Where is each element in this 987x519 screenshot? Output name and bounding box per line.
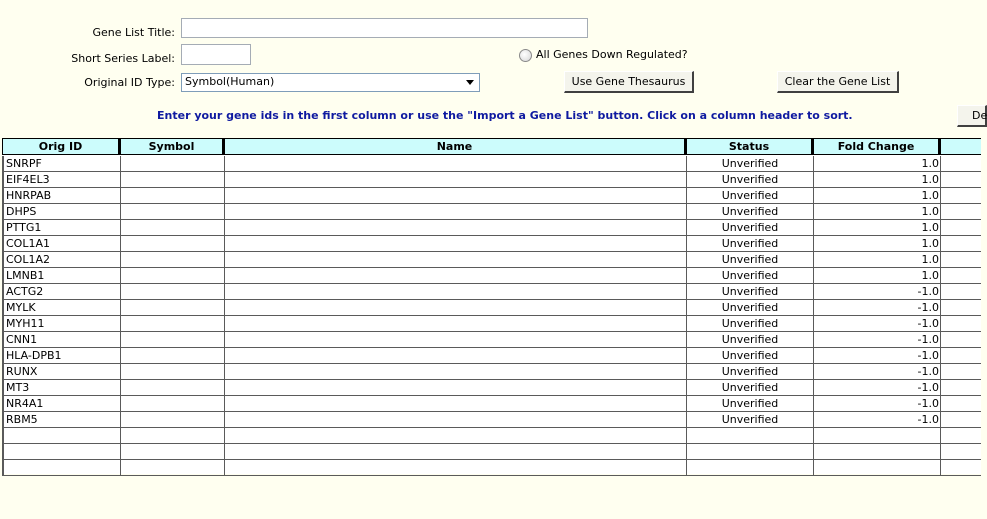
- short-series-label: Short Series Label:: [71, 52, 175, 65]
- table-row[interactable]: [2, 316, 981, 332]
- chevron-down-icon: [466, 80, 474, 85]
- table-row[interactable]: [2, 156, 981, 172]
- gene-table: [2, 138, 981, 474]
- clear-gene-list-button[interactable]: Clear the Gene List: [777, 71, 899, 93]
- table-row[interactable]: [2, 428, 981, 444]
- symbol-cell[interactable]: [120, 316, 224, 332]
- fold-change-cell[interactable]: -1.0: [813, 284, 940, 300]
- down-regulated-radio[interactable]: [519, 49, 532, 62]
- status-cell[interactable]: Unverified: [686, 332, 813, 348]
- table-row[interactable]: [2, 236, 981, 252]
- status-cell[interactable]: Unverified: [686, 220, 813, 236]
- symbol-cell[interactable]: [120, 412, 224, 428]
- column-header-orig-id[interactable]: Orig ID: [2, 138, 120, 155]
- symbol-cell[interactable]: [120, 172, 224, 188]
- extra-cell[interactable]: [940, 460, 981, 476]
- symbol-cell[interactable]: [120, 220, 224, 236]
- table-row[interactable]: [2, 380, 981, 396]
- symbol-cell[interactable]: [120, 380, 224, 396]
- name-cell[interactable]: [224, 204, 686, 220]
- name-cell[interactable]: [224, 380, 686, 396]
- extra-cell[interactable]: [940, 332, 981, 348]
- extra-cell[interactable]: [940, 444, 981, 460]
- status-cell[interactable]: Unverified: [686, 316, 813, 332]
- orig-id-cell[interactable]: NR4A1: [2, 396, 120, 412]
- status-cell[interactable]: Unverified: [686, 348, 813, 364]
- extra-cell[interactable]: [940, 188, 981, 204]
- extra-cell[interactable]: [940, 428, 981, 444]
- original-id-type-label: Original ID Type:: [84, 76, 175, 89]
- extra-cell[interactable]: [940, 252, 981, 268]
- column-header-symbol[interactable]: Symbol: [120, 138, 224, 155]
- name-cell[interactable]: [224, 364, 686, 380]
- orig-id-cell[interactable]: HLA-DPB1: [2, 348, 120, 364]
- fold-change-cell[interactable]: 1.0: [813, 188, 940, 204]
- status-cell[interactable]: [686, 428, 813, 444]
- table-row[interactable]: [2, 300, 981, 316]
- extra-cell[interactable]: [940, 172, 981, 188]
- extra-cell[interactable]: [940, 396, 981, 412]
- fold-change-cell[interactable]: -1.0: [813, 396, 940, 412]
- fold-change-cell[interactable]: -1.0: [813, 316, 940, 332]
- extra-cell[interactable]: [940, 268, 981, 284]
- name-cell[interactable]: [224, 348, 686, 364]
- name-cell[interactable]: [224, 252, 686, 268]
- fold-change-cell[interactable]: -1.0: [813, 364, 940, 380]
- orig-id-cell[interactable]: ACTG2: [2, 284, 120, 300]
- down-regulated-label: All Genes Down Regulated?: [536, 48, 688, 61]
- status-cell[interactable]: Unverified: [686, 236, 813, 252]
- name-cell[interactable]: [224, 188, 686, 204]
- column-header-extra[interactable]: [940, 138, 981, 155]
- orig-id-cell[interactable]: RBM5: [2, 412, 120, 428]
- symbol-cell[interactable]: [120, 396, 224, 412]
- status-cell[interactable]: Unverified: [686, 412, 813, 428]
- orig-id-cell[interactable]: DHPS: [2, 204, 120, 220]
- column-header-status[interactable]: Status: [686, 138, 813, 155]
- gene-list-title-input[interactable]: [181, 18, 588, 38]
- status-cell[interactable]: Unverified: [686, 268, 813, 284]
- fold-change-cell[interactable]: -1.0: [813, 380, 940, 396]
- fold-change-cell[interactable]: -1.0: [813, 332, 940, 348]
- status-cell[interactable]: Unverified: [686, 156, 813, 172]
- status-cell[interactable]: Unverified: [686, 204, 813, 220]
- short-series-input[interactable]: [181, 44, 251, 65]
- gene-list-title-label: Gene List Title:: [92, 26, 175, 39]
- orig-id-cell[interactable]: COL1A2: [2, 252, 120, 268]
- table-row[interactable]: [2, 444, 981, 460]
- name-cell[interactable]: [224, 460, 686, 476]
- extra-cell[interactable]: [940, 380, 981, 396]
- symbol-cell[interactable]: [120, 444, 224, 460]
- name-cell[interactable]: [224, 316, 686, 332]
- extra-cell[interactable]: [940, 204, 981, 220]
- original-id-type-value: Symbol(Human): [185, 75, 275, 88]
- original-id-type-select[interactable]: [181, 73, 480, 92]
- extra-cell[interactable]: [940, 284, 981, 300]
- extra-cell[interactable]: [940, 316, 981, 332]
- orig-id-cell[interactable]: LMNB1: [2, 268, 120, 284]
- orig-id-cell[interactable]: SNRPF: [2, 156, 120, 172]
- status-cell[interactable]: [686, 460, 813, 476]
- orig-id-cell[interactable]: MT3: [2, 380, 120, 396]
- table-row[interactable]: [2, 204, 981, 220]
- name-cell[interactable]: [224, 428, 686, 444]
- fold-change-cell[interactable]: 1.0: [813, 172, 940, 188]
- status-cell[interactable]: Unverified: [686, 380, 813, 396]
- status-cell[interactable]: Unverified: [686, 188, 813, 204]
- fold-change-cell[interactable]: [813, 460, 940, 476]
- fold-change-cell[interactable]: 1.0: [813, 252, 940, 268]
- table-row[interactable]: [2, 188, 981, 204]
- fold-change-cell[interactable]: -1.0: [813, 300, 940, 316]
- symbol-cell[interactable]: [120, 460, 224, 476]
- symbol-cell[interactable]: [120, 188, 224, 204]
- fold-change-cell[interactable]: 1.0: [813, 204, 940, 220]
- status-cell[interactable]: [686, 444, 813, 460]
- column-header-name[interactable]: Name: [224, 138, 686, 155]
- symbol-cell[interactable]: [120, 236, 224, 252]
- delete-button[interactable]: De: [957, 105, 987, 127]
- fold-change-cell[interactable]: 1.0: [813, 156, 940, 172]
- name-cell[interactable]: [224, 444, 686, 460]
- fold-change-cell[interactable]: 1.0: [813, 236, 940, 252]
- table-row[interactable]: [2, 284, 981, 300]
- symbol-cell[interactable]: [120, 204, 224, 220]
- table-row[interactable]: [2, 332, 981, 348]
- status-cell[interactable]: Unverified: [686, 300, 813, 316]
- orig-id-cell[interactable]: [2, 444, 120, 460]
- table-row[interactable]: [2, 396, 981, 412]
- symbol-cell[interactable]: [120, 300, 224, 316]
- fold-change-cell[interactable]: [813, 444, 940, 460]
- symbol-cell[interactable]: [120, 268, 224, 284]
- fold-change-cell[interactable]: 1.0: [813, 220, 940, 236]
- symbol-cell[interactable]: [120, 156, 224, 172]
- name-cell[interactable]: [224, 300, 686, 316]
- status-cell[interactable]: Unverified: [686, 284, 813, 300]
- orig-id-cell[interactable]: CNN1: [2, 332, 120, 348]
- status-cell[interactable]: Unverified: [686, 172, 813, 188]
- table-row[interactable]: [2, 220, 981, 236]
- table-row[interactable]: [2, 348, 981, 364]
- fold-change-cell[interactable]: -1.0: [813, 348, 940, 364]
- symbol-cell[interactable]: [120, 252, 224, 268]
- symbol-cell[interactable]: [120, 348, 224, 364]
- column-header-fold-change[interactable]: Fold Change: [813, 138, 940, 155]
- instructions-text: Enter your gene ids in the first column or use the "Import a Gene List" button. Click on a column header to sort.: [157, 109, 853, 122]
- orig-id-cell[interactable]: MYH11: [2, 316, 120, 332]
- orig-id-cell[interactable]: RUNX: [2, 364, 120, 380]
- extra-cell[interactable]: [940, 156, 981, 172]
- table-row[interactable]: [2, 364, 981, 380]
- name-cell[interactable]: [224, 220, 686, 236]
- name-cell[interactable]: [224, 332, 686, 348]
- symbol-cell[interactable]: [120, 284, 224, 300]
- status-cell[interactable]: Unverified: [686, 396, 813, 412]
- symbol-cell[interactable]: [120, 428, 224, 444]
- table-row[interactable]: [2, 268, 981, 284]
- orig-id-cell[interactable]: MYLK: [2, 300, 120, 316]
- symbol-cell[interactable]: [120, 364, 224, 380]
- use-gene-thesaurus-button[interactable]: Use Gene Thesaurus: [564, 71, 694, 93]
- fold-change-cell[interactable]: [813, 428, 940, 444]
- name-cell[interactable]: [224, 172, 686, 188]
- name-cell[interactable]: [224, 268, 686, 284]
- extra-cell[interactable]: [940, 300, 981, 316]
- table-row[interactable]: [2, 172, 981, 188]
- orig-id-cell[interactable]: EIF4EL3: [2, 172, 120, 188]
- fold-change-cell[interactable]: -1.0: [813, 412, 940, 428]
- orig-id-cell[interactable]: HNRPAB: [2, 188, 120, 204]
- fold-change-cell[interactable]: 1.0: [813, 268, 940, 284]
- table-row[interactable]: [2, 460, 981, 476]
- table-row[interactable]: [2, 412, 981, 428]
- orig-id-cell[interactable]: PTTG1: [2, 220, 120, 236]
- extra-cell[interactable]: [940, 236, 981, 252]
- orig-id-cell[interactable]: COL1A1: [2, 236, 120, 252]
- status-cell[interactable]: Unverified: [686, 364, 813, 380]
- orig-id-cell[interactable]: [2, 428, 120, 444]
- name-cell[interactable]: [224, 396, 686, 412]
- orig-id-cell[interactable]: [2, 460, 120, 476]
- extra-cell[interactable]: [940, 412, 981, 428]
- status-cell[interactable]: Unverified: [686, 252, 813, 268]
- extra-cell[interactable]: [940, 348, 981, 364]
- name-cell[interactable]: [224, 156, 686, 172]
- extra-cell[interactable]: [940, 220, 981, 236]
- name-cell[interactable]: [224, 236, 686, 252]
- name-cell[interactable]: [224, 412, 686, 428]
- symbol-cell[interactable]: [120, 332, 224, 348]
- name-cell[interactable]: [224, 284, 686, 300]
- extra-cell[interactable]: [940, 364, 981, 380]
- table-row[interactable]: [2, 252, 981, 268]
